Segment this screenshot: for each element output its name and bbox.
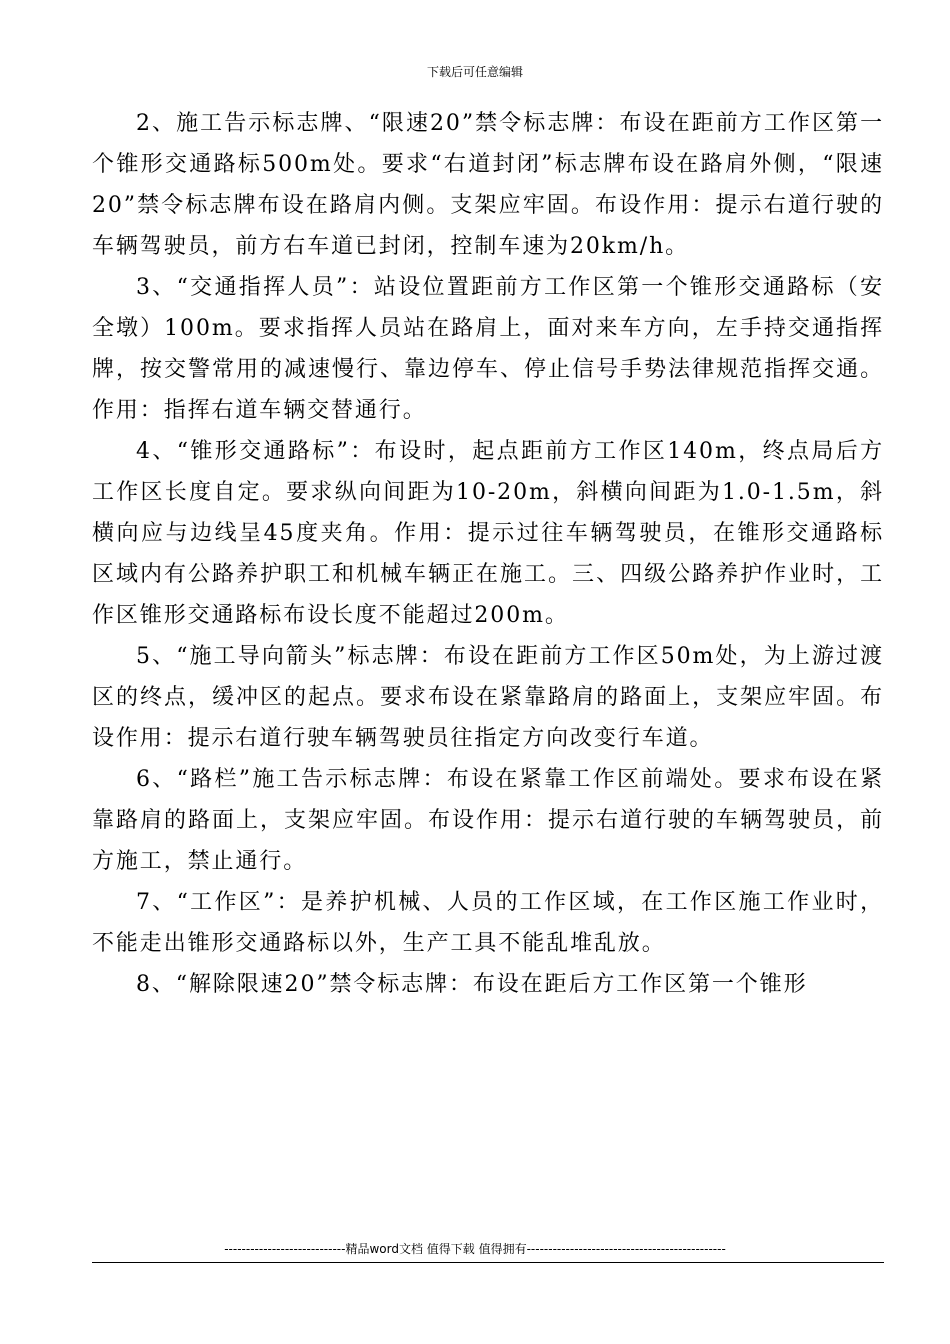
page-footer: ----------------------------精品word文档 值得下载 值得拥有---------------------------------------------- [224, 1242, 726, 1256]
paragraph-item-4: 4、“锥形交通路标”：布设时，起点距前方工作区140m，终点局后方工作区长度自定。要求纵向间距为10-20m，斜横向间距为1.0-1.5m，斜横向应与边线呈45度夹角。作用：提示过往车辆驾驶员，在锥形交通路标区域内有公路养护职工和机械车辆正在施工。三、四级公路养护作业时，工作区锥形交通路标布设长度不能超过200m。 [92, 439, 884, 628]
paragraph-item-7: 7、“工作区”：是养护机械、人员的工作区域，在工作区施工作业时，不能走出锥形交通路标以外，生产工具不能乱堆乱放。 [92, 890, 884, 956]
paragraph-item-3: 3、“交通指挥人员”：站设位置距前方工作区第一个锥形交通路标（安全墩）100m。要求指挥人员站在路肩上，面对来车方向，左手持交通指挥牌，按交警常用的减速慢行、靠边停车、停止信号手势法律规范指挥交通。作用：指挥右道车辆交替通行。 [92, 275, 884, 423]
paragraph-item-6: 6、“路栏”施工告示标志牌：布设在紧靠工作区前端处。要求布设在紧靠路肩的路面上，支架应牢固。布设作用：提示右道行驶的车辆驾驶员，前方施工，禁止通行。 [92, 767, 884, 874]
paragraph-item-2: 2、施工告示标志牌、“限速20”禁令标志牌：布设在距前方工作区第一个锥形交通路标500m处。要求“右道封闭”标志牌布设在路肩外侧，“限速20”禁令标志牌布设在路肩内侧。支架应牢固。布设作用：提示右道行驶的车辆驾驶员，前方右车道已封闭，控制车速为20km/h。 [92, 111, 884, 259]
paragraph-item-5: 5、“施工导向箭头”标志牌：布设在距前方工作区50m处，为上游过渡区的终点，缓冲区的起点。要求布设在紧靠路肩的路面上，支架应牢固。布设作用：提示右道行驶车辆驾驶员往指定方向改变行车道。 [92, 644, 884, 751]
paragraph-item-8: 8、“解除限速20”禁令标志牌：布设在距后方工作区第一个锥形 [136, 972, 808, 997]
page-header: 下载后可任意编辑 [426, 65, 523, 79]
document-body [92, 103, 884, 1005]
footer-divider [92, 1262, 884, 1263]
